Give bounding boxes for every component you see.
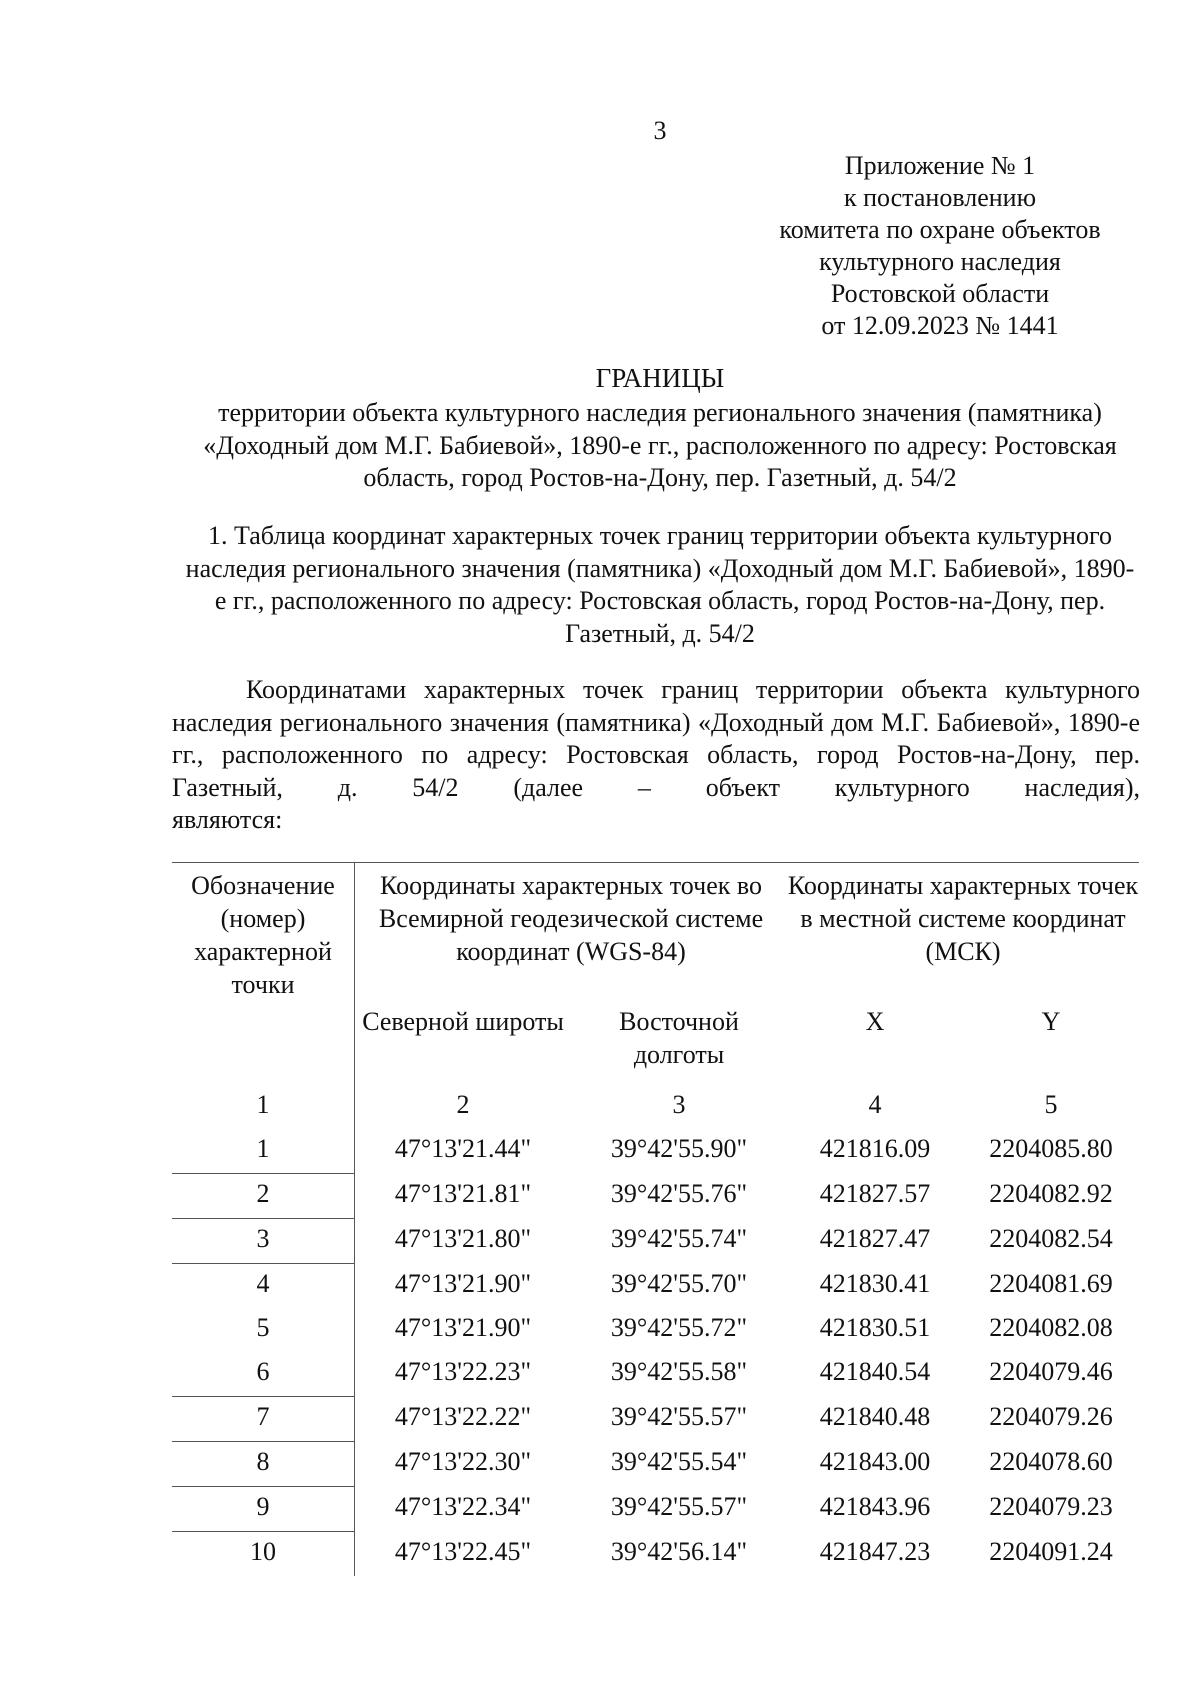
cell-point: 4: [172, 1264, 355, 1309]
cell-point: 10: [172, 1532, 355, 1577]
cell-latitude: 47°13'22.23": [394, 1357, 532, 1386]
header-north-latitude: Северной широты: [362, 1007, 564, 1036]
document-title: ГРАНИЦЫ: [595, 363, 725, 393]
cell-x: 421843.00: [819, 1446, 931, 1476]
cell-x: 421830.51: [819, 1313, 931, 1342]
column-number: 4: [868, 1090, 882, 1119]
appendix-line: комитета по охране объектов: [779, 215, 1101, 244]
cell-latitude: 47°13'21.80": [394, 1223, 532, 1253]
table-row: [172, 1532, 1139, 1577]
table-row: [172, 1308, 1139, 1352]
cell-longitude: 39°42'55.58": [610, 1357, 748, 1386]
column-number: 3: [672, 1090, 686, 1119]
cell-latitude: 47°13'21.90": [394, 1313, 532, 1342]
appendix-line: Приложение № 1: [844, 151, 1036, 180]
header-point-designation: Обозначение (номер) характерной точки: [172, 863, 355, 1086]
cell-point: 5: [172, 1308, 355, 1352]
cell-latitude: 47°13'22.34": [394, 1491, 532, 1521]
cell-x: 421827.47: [819, 1223, 931, 1253]
cell-y: 2204079.23: [989, 1491, 1113, 1521]
table-row: [172, 1352, 1139, 1397]
table-row: [172, 1487, 1139, 1532]
cell-x: 421816.09: [819, 1134, 931, 1163]
table-row: [172, 1264, 1139, 1309]
cell-y: 2204082.08: [989, 1313, 1113, 1342]
paragraph-text: Координатами характерных точек границ территории объекта культурного наследия регионального значения (памятника) «Доходный дом М.Г. Бабиевой», 1890-е гг., расположенного по адресу: Ростовская область, город Ростов-на-Дону, пер. Газетный, д. 54/2 (далее – объект культурного наследия),: [172, 675, 1140, 802]
table-row: [172, 1174, 1139, 1219]
cell-x: 421840.48: [819, 1401, 931, 1431]
header-wgs84: Координаты характерных точек во Всемирной геодезической системе координат (WGS-84): [378, 871, 764, 966]
cell-latitude: 47°13'22.45": [394, 1536, 532, 1566]
cell-x: 421847.23: [819, 1536, 931, 1566]
cell-longitude: 39°42'55.57": [610, 1491, 748, 1521]
table-row: [172, 1442, 1139, 1487]
header-y: Y: [1041, 1007, 1061, 1036]
cell-point: 1: [172, 1129, 355, 1174]
cell-point: 9: [172, 1487, 355, 1532]
cell-x: 421827.57: [819, 1178, 931, 1208]
cell-point: 3: [172, 1219, 355, 1264]
appendix-line: культурного наследия: [819, 247, 1061, 276]
cell-longitude: 39°42'55.54": [610, 1446, 748, 1476]
column-number: 2: [456, 1090, 470, 1119]
cell-latitude: 47°13'21.81": [394, 1178, 532, 1208]
table-row: [172, 1129, 1139, 1174]
document-subtitle: территории объекта культурного наследия регионального значения (памятника) «Доходный дом М.Г. Бабиевой», 1890-е гг., расположенного по адресу: Ростовская область, город Ростов-на-Дону, пер. Газетный, д. 54/2: [203, 398, 1117, 492]
cell-x: 421830.41: [819, 1268, 931, 1298]
appendix-line: Ростовской области: [830, 279, 1050, 308]
cell-latitude: 47°13'22.22": [394, 1401, 532, 1431]
appendix-line: от 12.09.2023 № 1441: [821, 311, 1059, 340]
intro-paragraph: [172, 674, 1140, 837]
table-row: [172, 1219, 1139, 1264]
cell-point: 6: [172, 1352, 355, 1397]
cell-y: 2204082.54: [989, 1223, 1113, 1253]
table-row: [172, 1397, 1139, 1442]
cell-longitude: 39°42'56.14": [610, 1536, 748, 1566]
cell-longitude: 39°42'55.74": [610, 1223, 748, 1253]
cell-point: 7: [172, 1397, 355, 1442]
cell-y: 2204091.24: [989, 1536, 1113, 1566]
cell-y: 2204082.92: [989, 1178, 1113, 1208]
cell-y: 2204085.80: [989, 1134, 1113, 1163]
cell-longitude: 39°42'55.76": [610, 1178, 748, 1208]
coordinates-table: [172, 862, 1139, 1576]
cell-longitude: 39°42'55.90": [610, 1134, 748, 1163]
section-heading: 1. Таблица координат характерных точек границ территории объекта культурного наследия регионального значения (памятника) «Доходный дом М.Г. Бабиевой», 1890-е гг., расположенного по адресу: Ростовская область, город Ростов-на-Дону, пер. Газетный, д. 54/2: [185, 521, 1135, 648]
cell-longitude: 39°42'55.72": [610, 1313, 748, 1342]
cell-point: 2: [172, 1174, 355, 1219]
header-east-longitude: Восточной долготы: [619, 1007, 739, 1069]
cell-latitude: 47°13'22.30": [394, 1446, 532, 1476]
page-number: 3: [653, 116, 667, 145]
column-number: 1: [172, 1085, 355, 1129]
cell-x: 421843.96: [819, 1491, 931, 1521]
cell-longitude: 39°42'55.70": [610, 1268, 748, 1298]
column-number: 5: [1044, 1090, 1058, 1119]
cell-y: 2204078.60: [989, 1446, 1113, 1476]
cell-y: 2204079.26: [989, 1401, 1113, 1431]
cell-latitude: 47°13'21.44": [394, 1134, 532, 1163]
paragraph-ending: являются:: [172, 805, 283, 834]
cell-x: 421840.54: [819, 1357, 931, 1386]
cell-latitude: 47°13'21.90": [394, 1268, 532, 1298]
cell-point: 8: [172, 1442, 355, 1487]
appendix-block: [740, 150, 1140, 342]
cell-y: 2204079.46: [989, 1357, 1113, 1386]
appendix-line: к постановлению: [843, 183, 1037, 212]
cell-y: 2204081.69: [989, 1268, 1113, 1298]
header-x: X: [865, 1007, 885, 1036]
header-msk: Координаты характерных точек в местной системе координат (МСК): [787, 871, 1139, 966]
table-header-row: [172, 863, 1139, 1006]
cell-longitude: 39°42'55.57": [610, 1401, 748, 1431]
table-column-numbers-row: [172, 1085, 1139, 1129]
